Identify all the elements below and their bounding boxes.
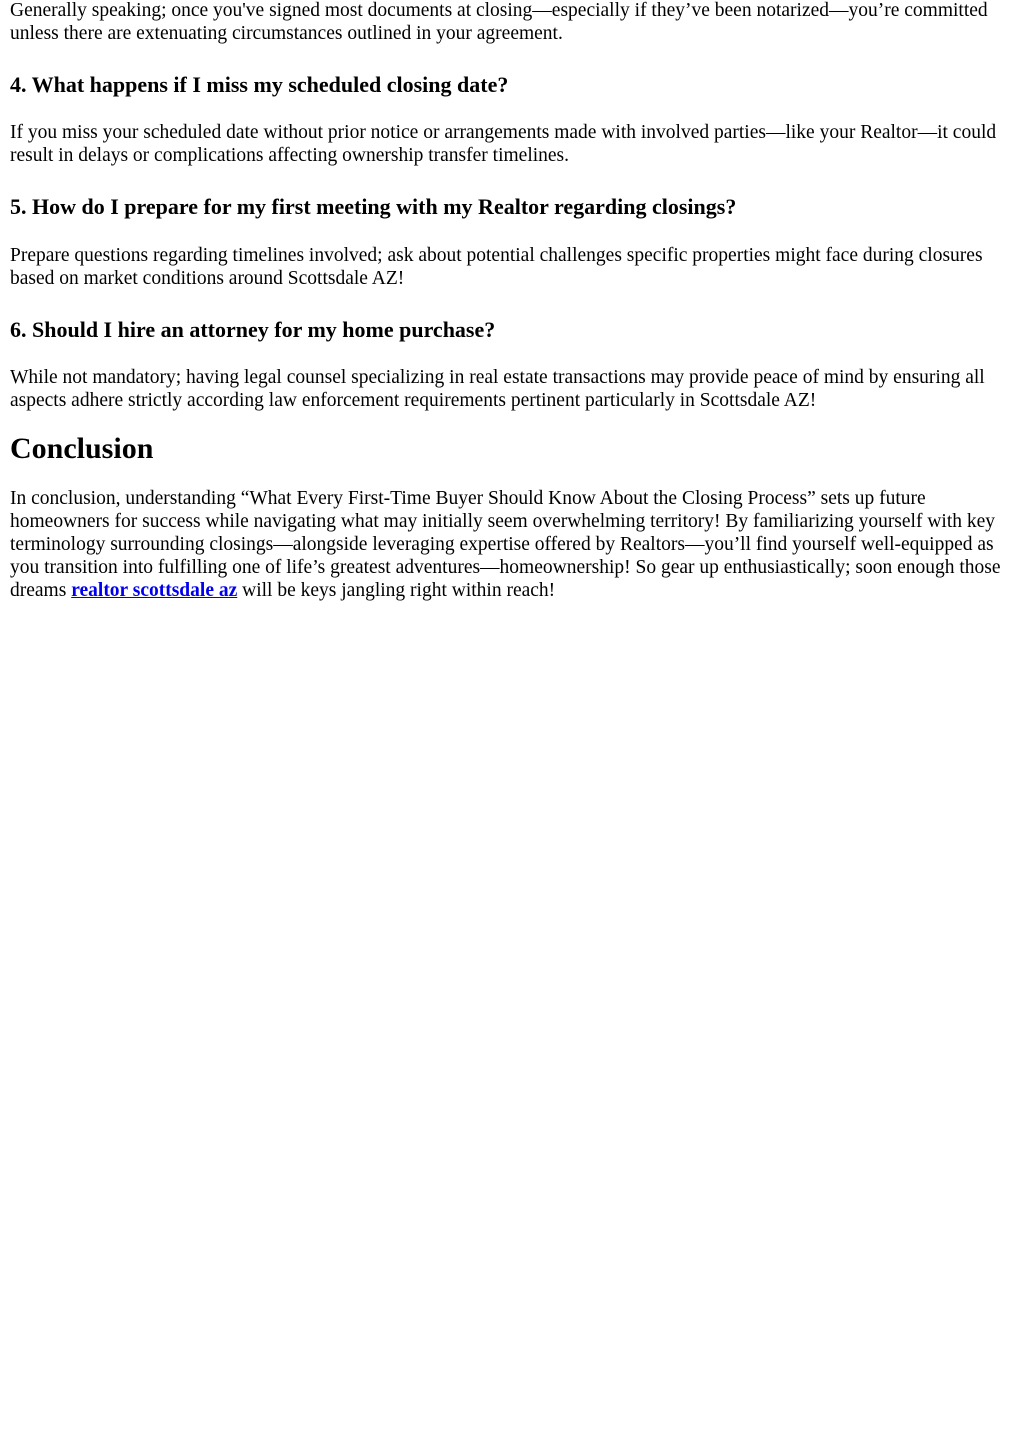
conclusion-text-end: will be keys jangling right within reach!	[237, 580, 556, 601]
conclusion-paragraph	[10, 487, 1014, 602]
faq-answer-5: Prepare questions regarding timelines involved; ask about potential challenges specific properties might face during closures based on market conditions around Scottsdale AZ!	[10, 245, 983, 289]
faq-question-6: 6. Should I hire an attorney for my home purchase?	[10, 317, 496, 342]
faq-answer-4: If you miss your scheduled date without prior notice or arrangements made with involved parties—like your Realtor—it could result in delays or complications affecting ownership transfer timelines.	[10, 122, 997, 166]
faq-question-5: 5. How do I prepare for my first meeting with my Realtor regarding closings?	[10, 194, 737, 219]
faq-question-4: 4. What happens if I miss my scheduled closing date?	[10, 72, 509, 97]
realtor-scottsdale-link[interactable]: realtor scottsdale az	[71, 580, 238, 601]
faq-answer-6: While not mandatory; having legal counsel specializing in real estate transactions may provide peace of mind by ensuring all aspects adhere strictly according law enforcement requirements pertinent particularly in Scottsdale AZ!	[10, 367, 985, 411]
conclusion-text-start: In conclusion, understanding “What Every First-Time Buyer Should Know About the Closing Process” sets up future homeowners for success while navigating what may initially seem overwhelming territory! By familiarizing yourself with key terminology surrounding closings—alongside leveraging expertise offered by Realtors—you’ll find yourself well-equipped as you transition into fulfilling one of life’s greatest adventures—homeownership! So gear up enthusiastically; soon enough those dreams	[10, 488, 1001, 601]
article-body	[0, 0, 1024, 602]
intro-paragraph: Generally speaking; once you've signed most documents at closing—especially if they’ve been notarized—you’re committed unless there are extenuating circumstances outlined in your agreement.	[10, 0, 988, 44]
conclusion-heading: Conclusion	[10, 432, 154, 465]
